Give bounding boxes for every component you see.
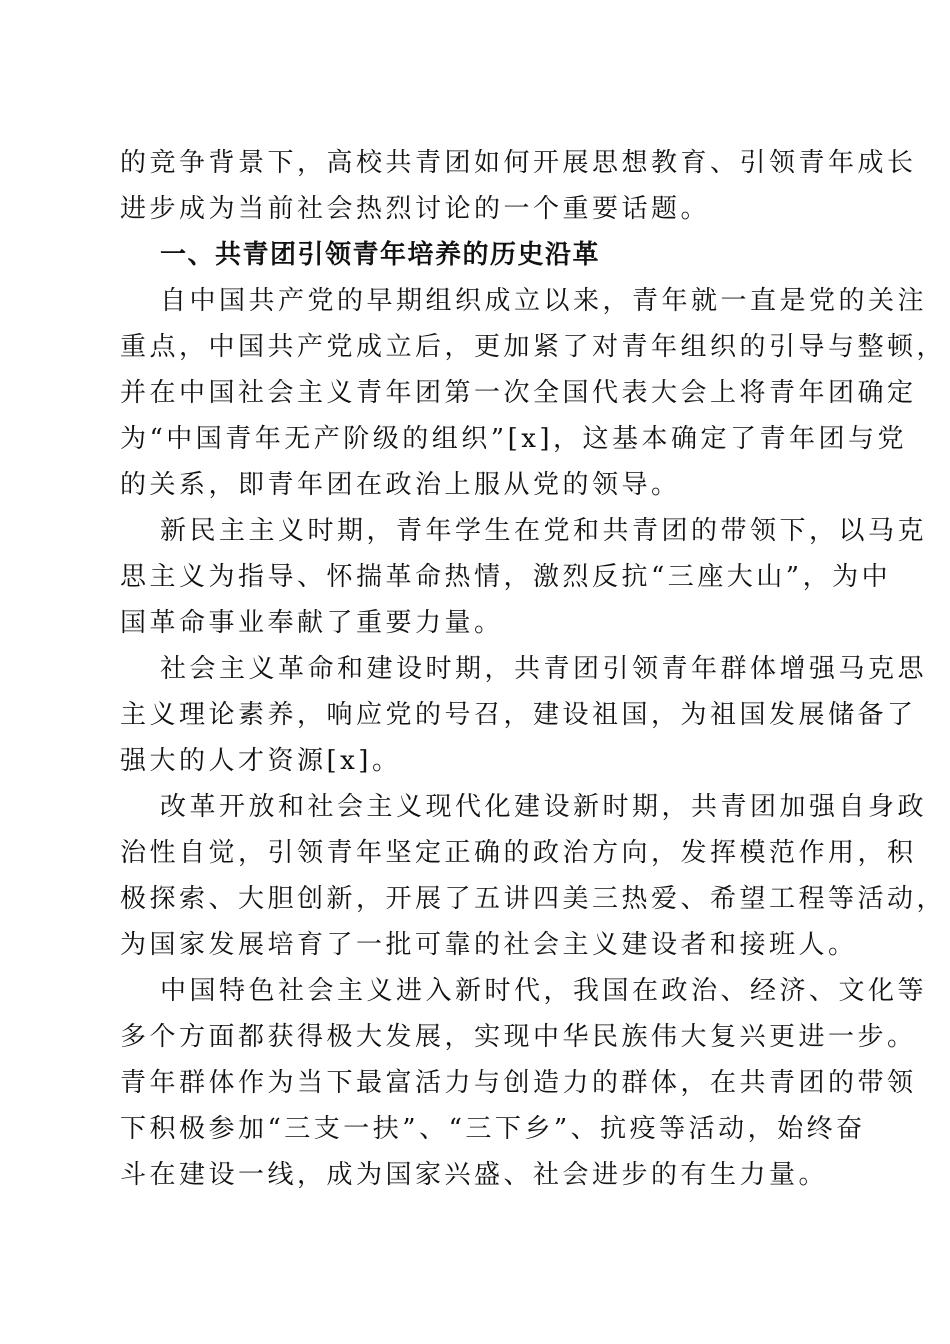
text-line: 的关系，即青年团在政治上服从党的领导。 xyxy=(120,470,681,500)
text-line: 思主义为指导、怀揣革命热情，激烈反抗“三座大山”，为中 xyxy=(120,562,892,592)
text-line: 进步成为当前社会热烈讨论的一个重要话题。 xyxy=(120,194,711,224)
text-line: 主义理论素养，响应党的号召，建设祖国，为祖国发展储备了 xyxy=(120,700,917,730)
text-line: 的竞争背景下，高校共青团如何开展思想教育、引领青年成长 xyxy=(120,148,917,178)
text-line: 强大的人才资源[x]。 xyxy=(120,746,402,776)
text-line: 极探索、大胆创新，开展了五讲四美三热爱、希望工程等活动， xyxy=(120,884,947,914)
text-line: 并在中国社会主义青年团第一次全国代表大会上将青年团确定 xyxy=(120,378,917,408)
text-line: 自中国共产党的早期组织成立以来，青年就一直是党的关注 xyxy=(160,286,928,316)
text-line: 社会主义革命和建设时期，共青团引领青年群体增强马克思 xyxy=(160,654,928,684)
text-line: 中国特色社会主义进入新时代，我国在政治、经济、文化等 xyxy=(160,976,928,1006)
text-line: 改革开放和社会主义现代化建设新时期，共青团加强自身政 xyxy=(160,792,928,822)
text-line: 多个方面都获得极大发展，实现中华民族伟大复兴更进一步。 xyxy=(120,1022,917,1052)
text-line: 为国家发展培育了一批可靠的社会主义建设者和接班人。 xyxy=(120,930,858,960)
text-line: 青年群体作为当下最富活力与创造力的群体，在共青团的带领 xyxy=(120,1068,917,1098)
text-line: 国革命事业奉献了重要力量。 xyxy=(120,608,504,638)
text-line: 下积极参加“三支一扶”、“三下乡”、抗疫等活动，始终奋 xyxy=(120,1114,866,1144)
text-line: 为“中国青年无产阶级的组织”[x]，这基本确定了青年团与党 xyxy=(120,424,908,454)
text-line: 治性自觉，引领青年坚定正确的政治方向，发挥模范作用，积 xyxy=(120,838,917,868)
text-line: 斗在建设一线，成为国家兴盛、社会进步的有生力量。 xyxy=(120,1160,829,1190)
section-heading: 一、共青团引领青年培养的历史沿革 xyxy=(160,240,601,270)
document-body xyxy=(120,140,947,1198)
text-line: 重点，中国共产党成立后，更加紧了对青年组织的引导与整顿， xyxy=(120,332,947,362)
text-line: 新民主主义时期，青年学生在党和共青团的带领下，以马克 xyxy=(160,516,928,546)
